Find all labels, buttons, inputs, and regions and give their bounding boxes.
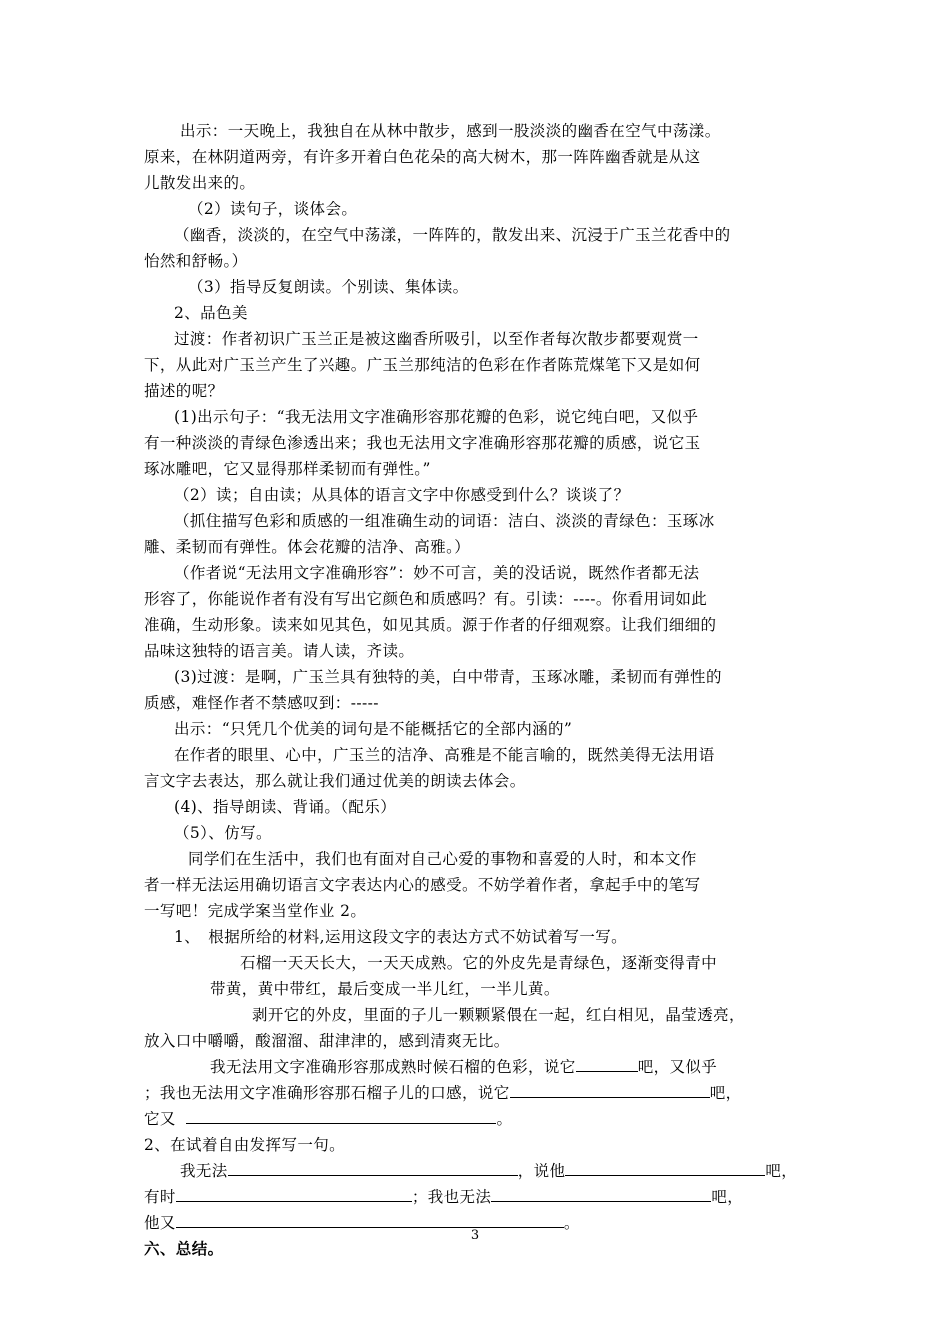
paragraph-line: 怡然和舒畅。） bbox=[144, 252, 248, 270]
fill-text: 吧， bbox=[765, 1162, 798, 1180]
material-line: 石榴一天天长大，一天天成熟。它的外皮先是青绿色，逐渐变得青中 bbox=[240, 954, 718, 972]
paragraph-line: 出示：一天晚上，我独自在从林中散步，感到一股淡淡的幽香在空气中荡漾。 bbox=[180, 122, 721, 140]
paragraph-line: 有一种淡淡的青绿色渗透出来；我也无法用文字准确形容那花瓣的质感，说它玉 bbox=[144, 434, 701, 452]
document-page bbox=[144, 118, 809, 1262]
blank[interactable] bbox=[228, 1158, 518, 1176]
section-heading: 2、品色美 bbox=[174, 304, 248, 322]
paragraph-line: （2）读句子，谈体会。 bbox=[188, 200, 358, 218]
paragraph-line: 出示：“只凭几个优美的词句是不能概括它的全部内涵的” bbox=[174, 720, 573, 738]
paragraph-line: 言文字去表达，那么就让我们通过优美的朗读去体会。 bbox=[144, 772, 526, 790]
paragraph-line: 描述的呢？ bbox=[144, 382, 224, 400]
paragraph-line: 儿散发出来的。 bbox=[144, 174, 256, 192]
fill-text: 有时 bbox=[144, 1188, 176, 1206]
material-line: 放入口中嚼嚼，酸溜溜、甜津津的，感到清爽无比。 bbox=[144, 1032, 510, 1050]
blank[interactable] bbox=[176, 1184, 412, 1202]
fill-text: ；我也无法 bbox=[411, 1188, 492, 1206]
paragraph-line: （5）、仿写。 bbox=[174, 824, 272, 842]
blank[interactable] bbox=[510, 1080, 710, 1098]
blank[interactable] bbox=[565, 1158, 765, 1176]
paragraph-line: （幽香，淡淡的，在空气中荡漾，一阵阵的，散发出来、沉浸于广玉兰花香中的 bbox=[174, 226, 731, 244]
fill-text: 吧， bbox=[709, 1084, 742, 1102]
paragraph-line: （3）指导反复朗读。个别读、集体读。 bbox=[188, 278, 469, 296]
paragraph-line: 下，从此对广玉兰产生了兴趣。广玉兰那纯洁的色彩在作者陈荒煤笔下又是如何 bbox=[144, 356, 701, 374]
summary-heading: 六、总结。 bbox=[144, 1239, 224, 1258]
fill-text: 吧， bbox=[711, 1188, 744, 1206]
fill-text: 。 bbox=[496, 1110, 513, 1128]
fill-in-line bbox=[144, 1106, 809, 1132]
paragraph-line: 雕、柔韧而有弹性。体会花瓣的洁净、高雅。） bbox=[144, 538, 471, 556]
exercise-item: 2、在试着自由发挥写一句。 bbox=[144, 1136, 346, 1154]
paragraph-line: 一写吧！完成学案当堂作业 2。 bbox=[144, 902, 367, 920]
material-line: 剥开它的外皮，里面的子儿一颗颗紧偎在一起，红白相见，晶莹透亮， bbox=[252, 1006, 745, 1024]
fill-in-line bbox=[144, 1054, 809, 1080]
fill-in-line bbox=[144, 1080, 809, 1106]
blank[interactable] bbox=[186, 1106, 496, 1124]
exercise-item: 1、 根据所给的材料,运用这段文字的表达方式不妨试着写一写。 bbox=[174, 928, 628, 946]
fill-text: 我无法用文字准确形容那成熟时候石榴的色彩，说它 bbox=[210, 1058, 576, 1076]
fill-text: ；我也无法用文字准确形容那石榴子儿的口感，说它 bbox=[144, 1084, 510, 1102]
paragraph-line: 形容了，你能说作者有没有写出它颜色和质感吗？有。引读：----。你看用词如此 bbox=[144, 590, 708, 608]
paragraph-line: 琢冰雕吧，它又显得那样柔韧而有弹性。” bbox=[144, 460, 431, 478]
blank[interactable] bbox=[576, 1054, 638, 1072]
fill-text: 我无法 bbox=[180, 1162, 228, 1180]
fill-in-line bbox=[144, 1184, 809, 1210]
paragraph-line: (1)出示句子：“我无法用文字准确形容那花瓣的色彩，说它纯白吧，又似乎 bbox=[174, 408, 699, 426]
paragraph-line: (4)、指导朗读、背诵。（配乐） bbox=[174, 798, 397, 816]
paragraph-line: 者一样无法运用确切语言文字表达内心的感受。不妨学着作者，拿起手中的笔写 bbox=[144, 876, 701, 894]
paragraph-line: (3)过渡：是啊，广玉兰具有独特的美，白中带青，玉琢冰雕，柔韧而有弹性的 bbox=[174, 668, 722, 686]
paragraph-line: 过渡：作者初识广玉兰正是被这幽香所吸引，以至作者每次散步都要观赏一 bbox=[174, 330, 699, 348]
paragraph-line: （作者说“无法用文字准确形容”：妙不可言，美的没话说，既然作者都无法 bbox=[174, 564, 700, 582]
fill-text: 吧，又似乎 bbox=[637, 1058, 718, 1076]
fill-in-line bbox=[144, 1158, 809, 1184]
blank[interactable] bbox=[491, 1184, 711, 1202]
paragraph-line: 品味这独特的语言美。请人读，齐读。 bbox=[144, 642, 415, 660]
fill-text: ，说他 bbox=[517, 1162, 566, 1180]
material-line: 带黄，黄中带红，最后变成一半儿红，一半儿黄。 bbox=[210, 980, 560, 998]
paragraph-line: 准确，生动形象。读来如见其色，如见其质。源于作者的仔细观察。让我们细细的 bbox=[144, 616, 717, 634]
paragraph-line: 同学们在生活中，我们也有面对自己心爱的事物和喜爱的人时，和本文作 bbox=[188, 850, 697, 868]
paragraph-line: 质感，难怪作者不禁感叹到：----- bbox=[144, 694, 379, 712]
fill-text: 它又 bbox=[144, 1110, 176, 1128]
paragraph-line: 原来，在林阴道两旁，有许多开着白色花朵的高大树木，那一阵阵幽香就是从这 bbox=[144, 148, 701, 166]
paragraph-line: 在作者的眼里、心中，广玉兰的洁净、高雅是不能言喻的，既然美得无法用语 bbox=[174, 746, 715, 764]
page-number: 3 bbox=[470, 1228, 480, 1243]
paragraph-line: （抓住描写色彩和质感的一组准确生动的词语：洁白、淡淡的青绿色：玉琢冰 bbox=[174, 512, 715, 530]
fill-text: 。 bbox=[563, 1214, 580, 1232]
blank[interactable] bbox=[176, 1210, 564, 1228]
fill-text: 他又 bbox=[144, 1214, 176, 1232]
paragraph-line: （2）读；自由读；从具体的语言文字中你感受到什么？谈谈了？ bbox=[174, 486, 630, 504]
